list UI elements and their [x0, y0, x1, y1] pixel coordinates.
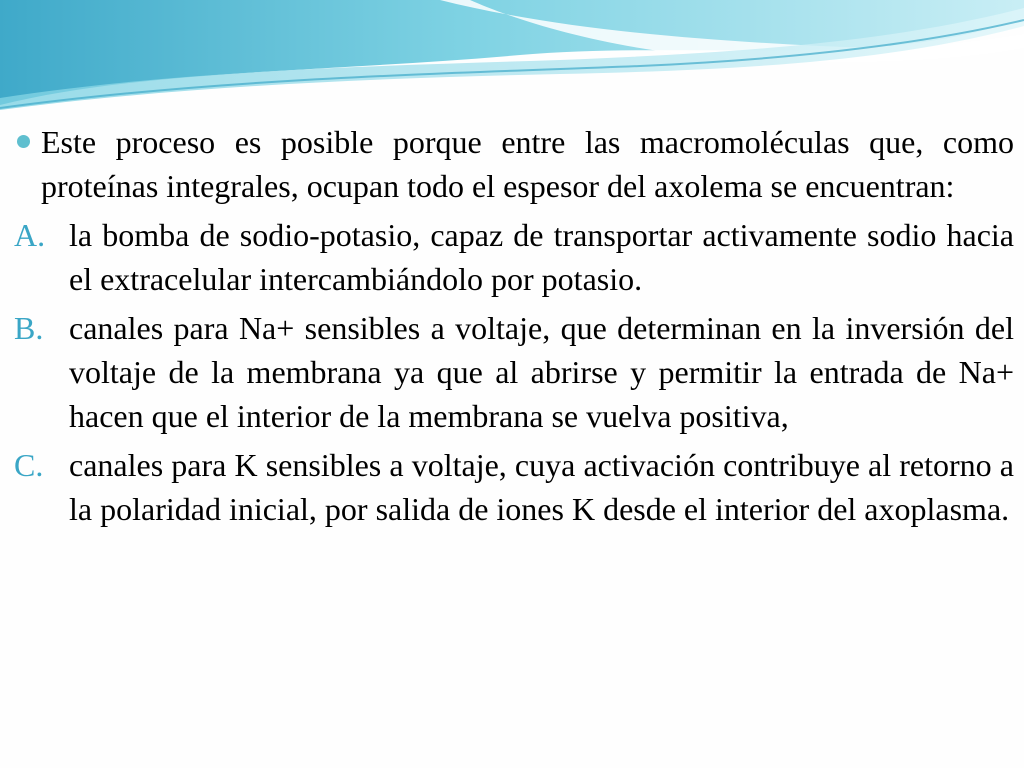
list-item-a-text: la bomba de sodio-potasio, capaz de transportar activamente sodio hacia el extracelular intercambiándolo por potasio.: [69, 217, 1014, 297]
list-item-c: [14, 443, 1014, 531]
intro-paragraph: [14, 120, 1014, 208]
list-marker-a: A.: [14, 217, 46, 253]
list-item-b: [14, 306, 1014, 438]
list-marker-b: B.: [14, 310, 44, 346]
header-wave-banner: [0, 0, 1024, 120]
list-item-c-text: canales para K sensibles a voltaje, cuya activación contribuye al retorno a la polaridad inicial, por salida de iones K desde el interior del axoplasma.: [69, 447, 1014, 527]
filled-circle-bullet-icon: [14, 120, 41, 164]
slide-body: [14, 120, 1014, 536]
list-item-b-text: canales para Na+ sensibles a voltaje, que determinan en la inversión del voltaje de la membrana ya que al abrirse y permitir la entrada de Na+ hacen que el interior de la membrana se vuelva positiva,: [69, 310, 1014, 434]
list-marker-c: C.: [14, 447, 44, 483]
list-item-a: [14, 213, 1014, 301]
intro-text: Este proceso es posible porque entre las macromoléculas que, como proteínas integrales, ocupan todo el espesor del axolema se encuentran:: [41, 124, 1014, 204]
